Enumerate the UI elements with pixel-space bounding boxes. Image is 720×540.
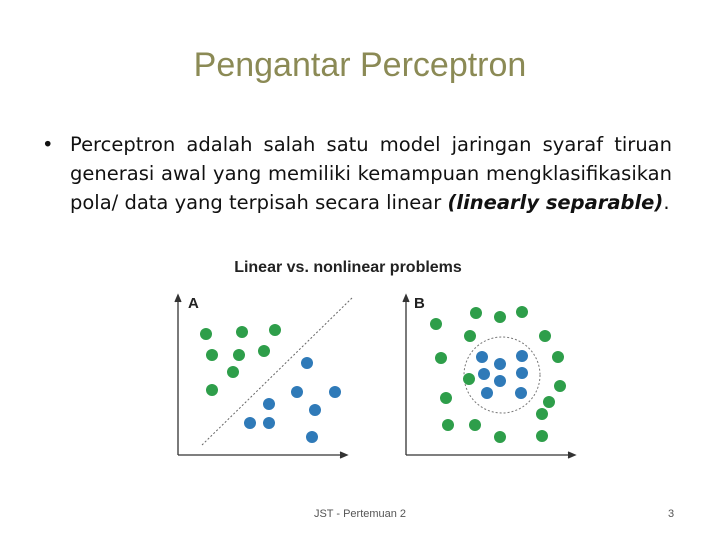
panel-b-green-point bbox=[463, 373, 475, 385]
panel-b-green-point bbox=[552, 351, 564, 363]
panel-a-separator-line bbox=[202, 298, 352, 445]
bullet-term: Perceptron bbox=[70, 133, 176, 156]
panel-a-green-point bbox=[258, 345, 270, 357]
panel-a-blue-point bbox=[291, 386, 303, 398]
panel-a-blue-point bbox=[306, 431, 318, 443]
panel-a-blue-point bbox=[263, 398, 275, 410]
panel-b-blue-point bbox=[516, 350, 528, 362]
panel-a-blue-point bbox=[309, 404, 321, 416]
panel-b-green-point bbox=[539, 330, 551, 342]
panel-b-green-point bbox=[536, 408, 548, 420]
panel-b-green-point bbox=[469, 419, 481, 431]
panel-a-green-point bbox=[206, 349, 218, 361]
panel-a-blue-point bbox=[244, 417, 256, 429]
slide-title: Pengantar Perceptron bbox=[193, 46, 527, 84]
panel-b-green-point bbox=[430, 318, 442, 330]
panel-a-green-point bbox=[206, 384, 218, 396]
panel-b-green-point bbox=[516, 306, 528, 318]
panel-b-blue-point bbox=[478, 368, 490, 380]
panel-b-blue-point bbox=[494, 358, 506, 370]
panel-a-blue-point bbox=[301, 357, 313, 369]
panel-b-blue-point bbox=[494, 375, 506, 387]
footer-label: JST - Pertemuan 2 bbox=[313, 508, 407, 520]
panel-b-blue-point bbox=[476, 351, 488, 363]
panel-b-green-point bbox=[435, 352, 447, 364]
panel-b-green-point bbox=[442, 419, 454, 431]
panel-a-green-point bbox=[200, 328, 212, 340]
panel-a-blue-point bbox=[329, 386, 341, 398]
page-number: 3 bbox=[668, 508, 675, 520]
figure-title: Linear vs. nonlinear problems bbox=[234, 259, 462, 276]
bullet-end: . bbox=[663, 191, 670, 214]
bullet-marker: • bbox=[42, 133, 54, 156]
panel-b-green-point bbox=[543, 396, 555, 408]
bullet-emphasis: (linearly separable) bbox=[447, 191, 664, 214]
panel-b-green-point bbox=[494, 311, 506, 323]
data-points bbox=[200, 306, 566, 443]
panel-a-green-point bbox=[227, 366, 239, 378]
panel-b-green-point bbox=[554, 380, 566, 392]
bullet-body: adalah salah satu model jaringan syaraf tiruan generasi awal yang memiliki kemampuan mengklasifikasikan pola/ data yang terpisah secara linear bbox=[70, 133, 672, 214]
bullet-paragraph bbox=[70, 130, 672, 217]
panel-a-label: A bbox=[188, 295, 199, 312]
panel-a-green-point bbox=[233, 349, 245, 361]
panel-b-blue-point bbox=[516, 367, 528, 379]
panel-b-boundary-circle bbox=[464, 337, 540, 413]
panel-b-green-point bbox=[536, 430, 548, 442]
linear-vs-nonlinear-figure bbox=[170, 250, 590, 465]
panel-b-green-point bbox=[494, 431, 506, 443]
panel-a-green-point bbox=[236, 326, 248, 338]
panel-b-label: B bbox=[414, 295, 425, 312]
panel-b-green-point bbox=[464, 330, 476, 342]
panel-b-green-point bbox=[470, 307, 482, 319]
panel-a-green-point bbox=[269, 324, 281, 336]
panel-b-green-point bbox=[440, 392, 452, 404]
panel-b-blue-point bbox=[481, 387, 493, 399]
panel-a-blue-point bbox=[263, 417, 275, 429]
panel-b-blue-point bbox=[515, 387, 527, 399]
panel-a-axes bbox=[175, 295, 347, 458]
